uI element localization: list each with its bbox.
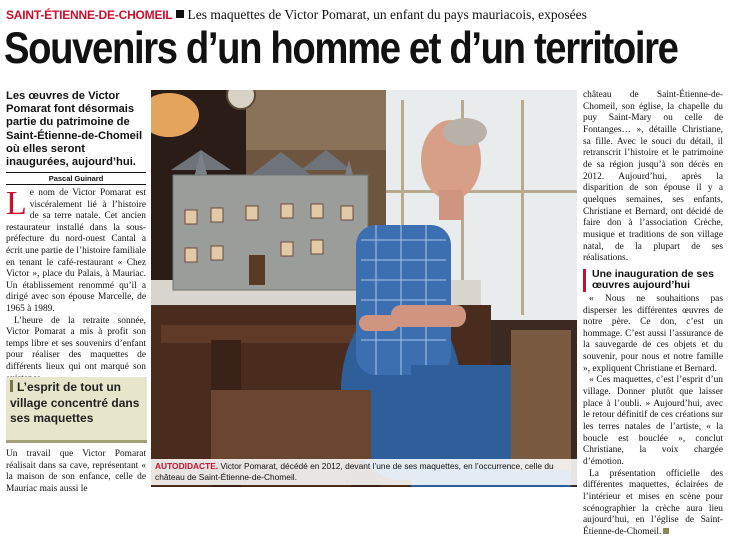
article-photo xyxy=(151,90,577,487)
kicker-square xyxy=(176,10,184,18)
end-mark xyxy=(663,528,669,534)
caption-tag: AUTODIDACTE. xyxy=(155,461,219,471)
col3-paragraph-4 xyxy=(583,469,723,539)
paragraph-2: L’heure de la retraite sonnée, Victor Pomarat a mis à profit son temps libre et ses souvenirs d’enfant pour réaliser des maquettes de différents lieux qui ont marqué son xyxy=(6,315,146,372)
subheading: Une inauguration de ses œuvres aujourd’hui xyxy=(583,269,723,292)
col3-paragraph-3: « Ces maquettes, c’est l’esprit d’un village. Donner plutôt que laisser place à l’oubli. » Aujourd’hui, avec le retour définitif de ces créations sur les terres natales de l’artiste, « la boucle est bouclée », conclut Christiane, la voix chargée d’émotion. xyxy=(583,375,723,468)
drop-cap: L xyxy=(6,185,27,222)
kicker-place: SAINT-ÉTIENNE-DE-CHOMEIL xyxy=(6,8,173,22)
photo-caption xyxy=(151,459,577,485)
quote-bar xyxy=(10,380,13,392)
headline: Souvenirs d’un homme et d’un territoire xyxy=(4,24,678,73)
paragraph-1 xyxy=(6,185,146,316)
article-column-1 xyxy=(6,185,146,385)
pull-quote-text: L’esprit de tout un village concentré dans ses maquettes xyxy=(10,380,140,425)
col3-paragraph-2: « Nous ne souhaitions pas disperser les différentes œuvres de notre père. Ce don, c’est un hommage. C’est aussi l’assurance de la sauvegarde de ces objets et du souvenir, pour nous et notre famille », expliquent Christiane et Bernard. xyxy=(583,293,723,374)
kicker-deck: Les maquettes de Victor Pomarat, un enfant du pays mauriacois, exposées xyxy=(187,7,587,22)
article-column-3 xyxy=(583,90,723,539)
article-column-1-continued: Un travail que Victor Pomarat réalisait dans sa cave, représentant « la maison de son enfance, celle de Mauriac mais aussi le xyxy=(6,449,146,494)
paragraph-1-text: e nom de Victor Pomarat est viscéralement lié à l’histoire de sa terre natale. Cet ancien restaurateur installé dans la sous-préfecture du nord-ouest Cantal a écrit une partie de l’histoire familiale en tenant le café-restaurant « Chez Victor », place du Palais, à Mauriac. Un établissement renommé qu’il a dirigé avec son épouse Marcelle, de 1965 à 1989. xyxy=(6,188,146,314)
pull-quote xyxy=(6,377,147,443)
author-byline: Pascal Guinard xyxy=(6,172,146,185)
caption-text: Victor Pomarat, décédé en 2012, devant l’une de ses maquettes, en l’occurrence, celle du château de Saint-Étienne-de-Chomeil. xyxy=(155,461,554,482)
col3-paragraph-1: château de Saint-Étienne-de-Chomeil, son église, la chapelle du puy Saint-Mary ou celle de Fontanges… », détaille Christiane, sa fille. Avec le souci du détail, il retranscrit l’histoire et le patrimoine de sa région jusqu’à son décès en 2012. Aujourd’hui, après la disparition de son épouse il y a quelques semaines, ses enfants, Christiane et Bernard, ont décidé de faire don à l’association Crèche, musique et traditions de son village natal, de la plupart de ses réalisations. xyxy=(583,90,723,264)
photo-illustration xyxy=(151,90,577,487)
lead-paragraph: Les œuvres de Victor Pomarat font désormais partie du patrimoine de Saint-Étienne-de-Chomeil où elles seront inaugurées, aujourd’hui. xyxy=(6,90,143,169)
col3-paragraph-4-text: La présentation officielle des différentes maquettes, éclairées de l’intérieur et mises en scène pour scénographier la crèche aura lieu aujourd’hui, en l’église de Saint-Étienne-de-Chomeil. xyxy=(583,468,723,537)
